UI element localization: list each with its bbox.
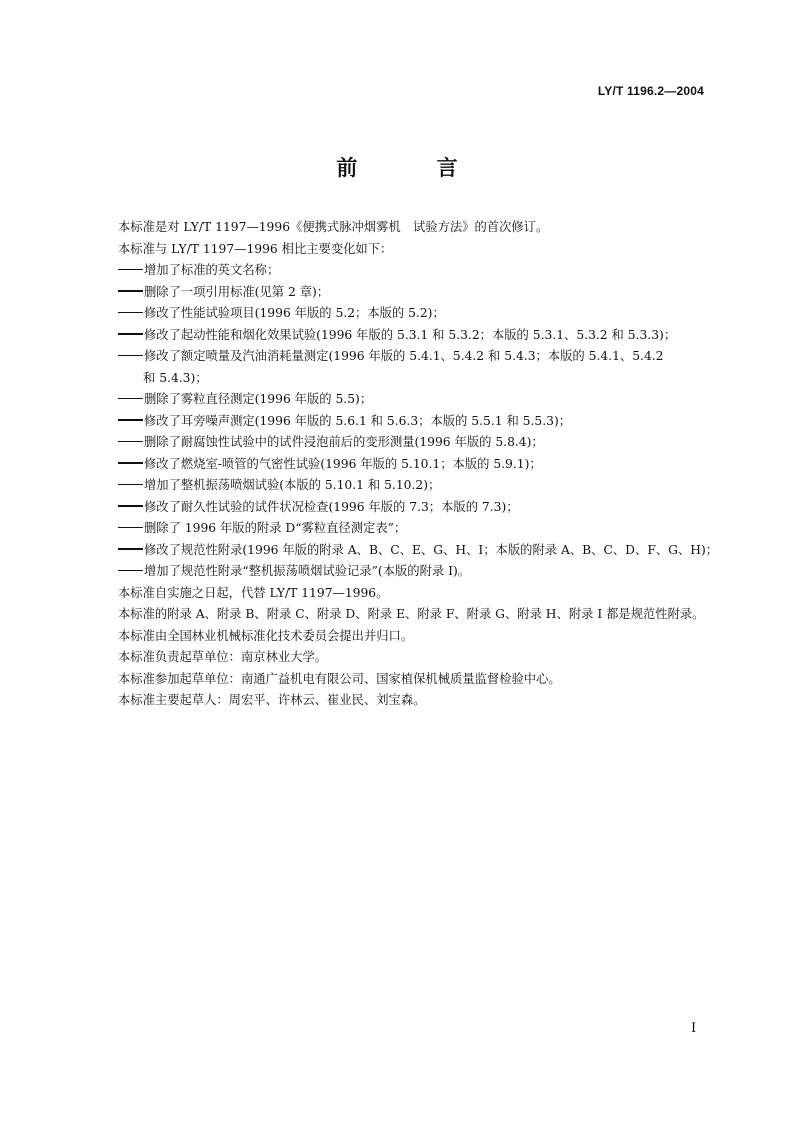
- dash-marker: [118, 333, 143, 335]
- change-item-text: 删除了雾粒直径测定(1996 年版的 5.5)；: [144, 392, 373, 406]
- change-item: [118, 540, 719, 562]
- outro-paragraph-5: 本标准参加起草单位：南通广益机电有限公司、国家植保机械质量监督检验中心。: [118, 671, 561, 686]
- dash-marker: [118, 419, 143, 421]
- dash-marker: [118, 462, 143, 464]
- change-item: [118, 411, 708, 433]
- change-item-text: 修改了耐久性试验的试件状况检查(1996 年版的 7.3；本版的 7.3)；: [144, 499, 519, 514]
- change-item: [118, 518, 708, 540]
- dash-marker: [118, 505, 143, 507]
- change-item-text: 增加了标准的英文名称；: [144, 263, 280, 277]
- change-item: [118, 454, 708, 476]
- change-item: [118, 475, 708, 497]
- dash-marker: [118, 269, 143, 271]
- dash-marker: [118, 484, 143, 486]
- standard-code: LY/T 1196.2—2004: [597, 84, 704, 98]
- dash-marker: [118, 398, 143, 400]
- change-item-text: 修改了性能试验项目(1996 年版的 5.2；本版的 5.2)；: [144, 306, 445, 320]
- change-item-text: 修改了耳旁噪声测定(1996 年版的 5.6.1 和 5.6.3；本版的 5.5.1 和 5.5.3)；: [144, 413, 572, 428]
- dash-marker: [118, 312, 143, 314]
- page-title: 前 言: [336, 156, 494, 180]
- change-item: [118, 325, 708, 347]
- change-item: [118, 389, 708, 411]
- outro-paragraph-4: 本标准负责起草单位：南京林业大学。: [118, 650, 328, 664]
- change-item: [118, 561, 708, 583]
- dash-marker: [118, 570, 143, 572]
- change-item: [118, 346, 708, 389]
- change-item: [118, 282, 708, 304]
- intro-paragraph-1: 本标准是对 LY/T 1197—1996《便携式脉冲烟雾机 试验方法》的首次修订。: [118, 220, 549, 234]
- change-item-text: 删除了一项引用标准(见第 2 章)；: [144, 284, 330, 299]
- change-item-text: 删除了 1996 年版的附录 D“雾粒直径测定表”；: [144, 521, 407, 535]
- outro-paragraph-1: 本标准自实施之日起，代替 LY/T 1197—1996。: [118, 585, 389, 600]
- page-number: I: [691, 1021, 697, 1036]
- change-item-text: 修改了额定喷量及汽油消耗量测定(1996 年版的 5.4.1、5.4.2 和 5.4.3；本版的 5.4.1、5.4.2: [144, 349, 664, 363]
- change-item-text: 删除了耐腐蚀性试验中的试件浸泡前后的变形测量(1996 年版的 5.8.4)；: [144, 435, 544, 449]
- change-item-continuation: 和 5.4.3)；: [143, 370, 208, 385]
- change-item-text: 修改了燃烧室-喷管的气密性试验(1996 年版的 5.10.1；本版的 5.9.1)；: [144, 456, 542, 471]
- foreword-body: [118, 217, 719, 712]
- change-item-text: 修改了起动性能和烟化效果试验(1996 年版的 5.3.1 和 5.3.2；本版的 5.3.1、5.3.2 和 5.3.3)；: [144, 327, 677, 342]
- change-item: [118, 497, 708, 519]
- dash-marker: [118, 548, 143, 550]
- outro-paragraph-2: 本标准的附录 A、附录 B、附录 C、附录 D、附录 E、附录 F、附录 G、附录 H、附录 I 都是规范性附录。: [118, 607, 705, 621]
- change-item-text: 增加了规范性附录“整机振荡喷烟试验记录”(本版的附录 I)。: [144, 564, 471, 578]
- change-item-text: 修改了规范性附录(1996 年版的附录 A、B、C、E、G、H、I；本版的附录 A、B、C、D、F、G、H)；: [144, 542, 719, 557]
- change-item: [118, 260, 708, 282]
- outro-paragraph-3: 本标准由全国林业机械标准化技术委员会提出并归口。: [118, 628, 414, 643]
- change-item: [118, 432, 708, 454]
- dash-marker: [118, 527, 143, 529]
- outro-paragraph-6: 本标准主要起草人：周宏平、许林云、崔业民、刘宝森。: [118, 693, 426, 707]
- dash-marker: [118, 290, 143, 292]
- intro-paragraph-2: 本标准与 LY/T 1197—1996 相比主要变化如下：: [118, 241, 393, 256]
- dash-marker: [118, 441, 143, 443]
- change-item-text: 增加了整机振荡喷烟试验(本版的 5.10.1 和 5.10.2)；: [144, 478, 441, 492]
- change-item: [118, 303, 708, 325]
- dash-marker: [118, 355, 143, 357]
